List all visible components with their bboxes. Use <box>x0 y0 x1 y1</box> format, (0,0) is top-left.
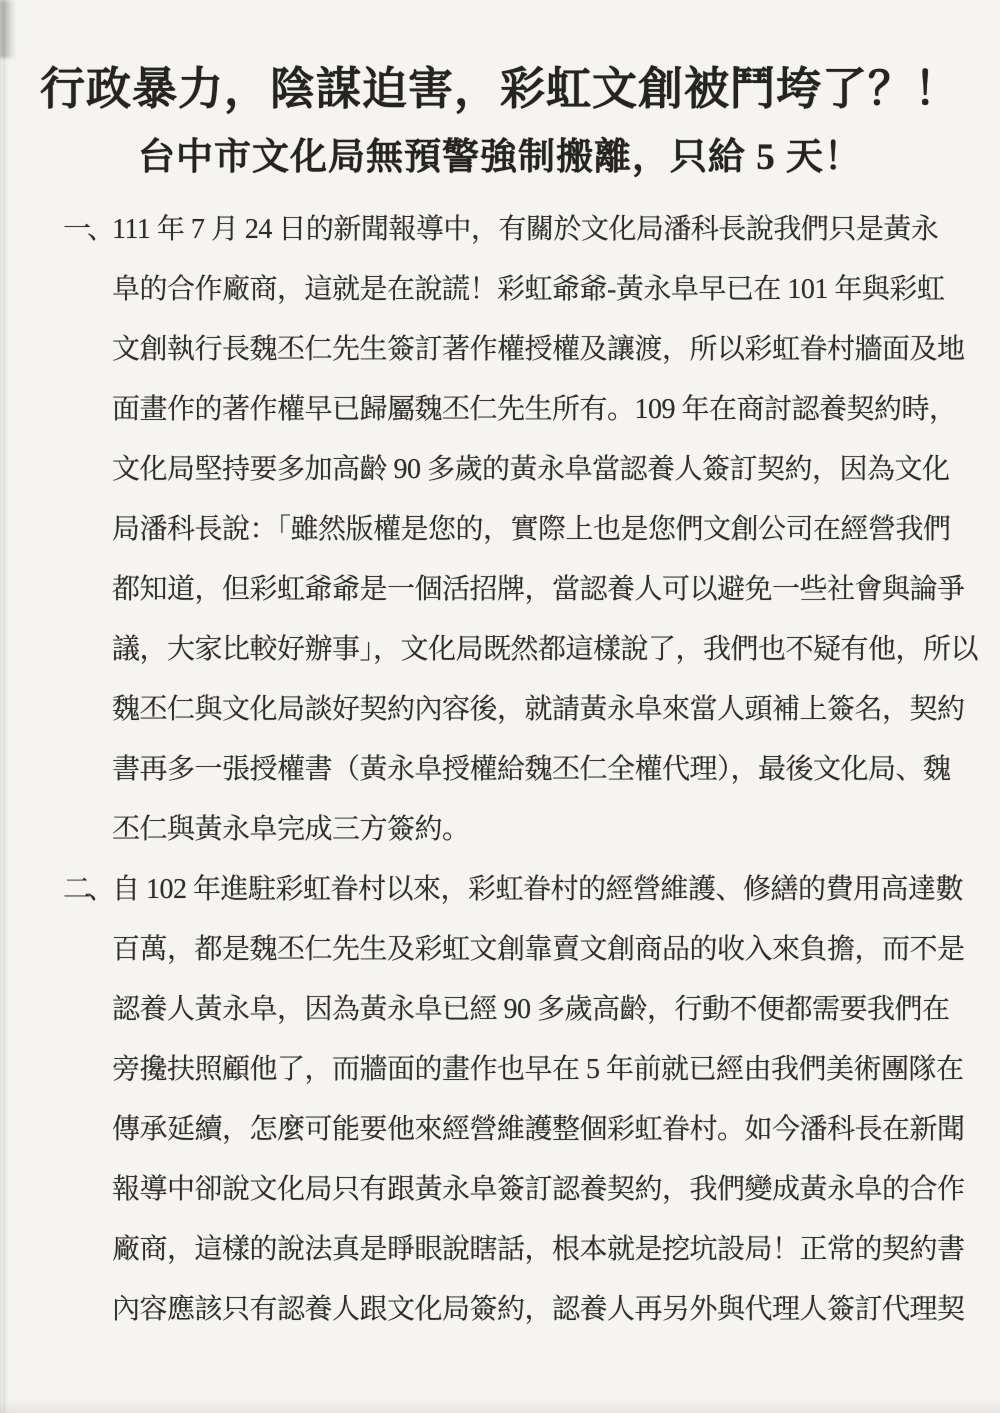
text-line: 面畫作的著作權早已歸屬魏丕仁先生所有。109 年在商討認養契約時， <box>112 394 957 425</box>
text-line: 認養人黃永阜，因為黃永阜已經 90 多歲高齡，行動不便都需要我們在 <box>112 994 950 1025</box>
text-line: 廠商，這樣的說法真是睜眼說瞎話，根本就是挖坑設局！正常的契約書 <box>112 1234 965 1265</box>
paragraph-1 <box>63 200 979 860</box>
text-line: 報導中卻說文化局只有跟黃永阜簽訂認養契約，我們變成黃永阜的合作 <box>112 1174 965 1205</box>
document-subtitle: 台中市文化局無預警強制搬離，只給 5 天！ <box>138 137 862 178</box>
text-line: 議，大家比較好辦事」，文化局既然都這樣說了，我們也不疑有他，所以 <box>112 634 979 665</box>
text-line: 百萬，都是魏丕仁先生及彩虹文創靠賣文創商品的收入來負擔，而不是 <box>112 934 965 965</box>
text-line: 都知道，但彩虹爺爺是一個活招牌，當認養人可以避免一些社會與論爭 <box>112 574 965 605</box>
text-line-content: 111 年 7 月 24 日的新聞報導中，有關於文化局潘科長說我們只是黃永 <box>112 214 939 245</box>
text-line: 書再多一張授權書（黃永阜授權給魏丕仁全權代理），最後文化局、魏 <box>112 754 951 785</box>
list-marker: 一、 <box>63 214 112 245</box>
text-line: 局潘科長說：「雖然版權是您的，實際上也是您們文創公司在經營我們 <box>112 514 951 545</box>
text-line: 傳承延續，怎麼可能要他來經營維護整個彩虹眷村。如今潘科長在新聞 <box>112 1114 965 1145</box>
text-line-content: 自 102 年進駐彩虹眷村以來，彩虹眷村的經營維護、修繕的費用高達數 <box>112 874 964 905</box>
text-line: 文化局堅持要多加高齡 90 多歲的黃永阜當認養人簽訂契約，因為文化 <box>112 454 950 485</box>
text-line: 內容應該只有認養人跟文化局簽約，認養人再另外與代理人簽訂代理契 <box>112 1294 965 1325</box>
text-line: 魏丕仁與文化局談好契約內容後，就請黃永阜來當人頭補上簽名，契約 <box>112 694 965 725</box>
text-line: 阜的合作廠商，這就是在說謊！彩虹爺爺-黃永阜早已在 101 年與彩虹 <box>112 274 945 305</box>
list-marker: 二、 <box>63 874 112 905</box>
text-line: 旁攙扶照顧他了，而牆面的畫作也早在 5 年前就已經由我們美術團隊在 <box>112 1054 964 1085</box>
scan-edge-shadow <box>0 0 10 1413</box>
text-line: 丕仁與黃永阜完成三方簽約。 <box>112 814 470 845</box>
text-line: 文創執行長魏丕仁先生簽訂著作權授權及讓渡，所以彩虹眷村牆面及地 <box>112 334 965 365</box>
text-line <box>63 860 964 920</box>
scan-bottom-shadow <box>0 1399 1000 1413</box>
text-line <box>63 200 953 260</box>
scan-corner-smudge <box>0 0 16 58</box>
document-title: 行政暴力，陰謀迫害，彩虹文創被鬥垮了？！ <box>39 64 960 114</box>
scan-edge-line <box>4 0 5 1413</box>
paragraph-2 <box>63 860 965 1340</box>
document-body <box>63 200 979 1340</box>
